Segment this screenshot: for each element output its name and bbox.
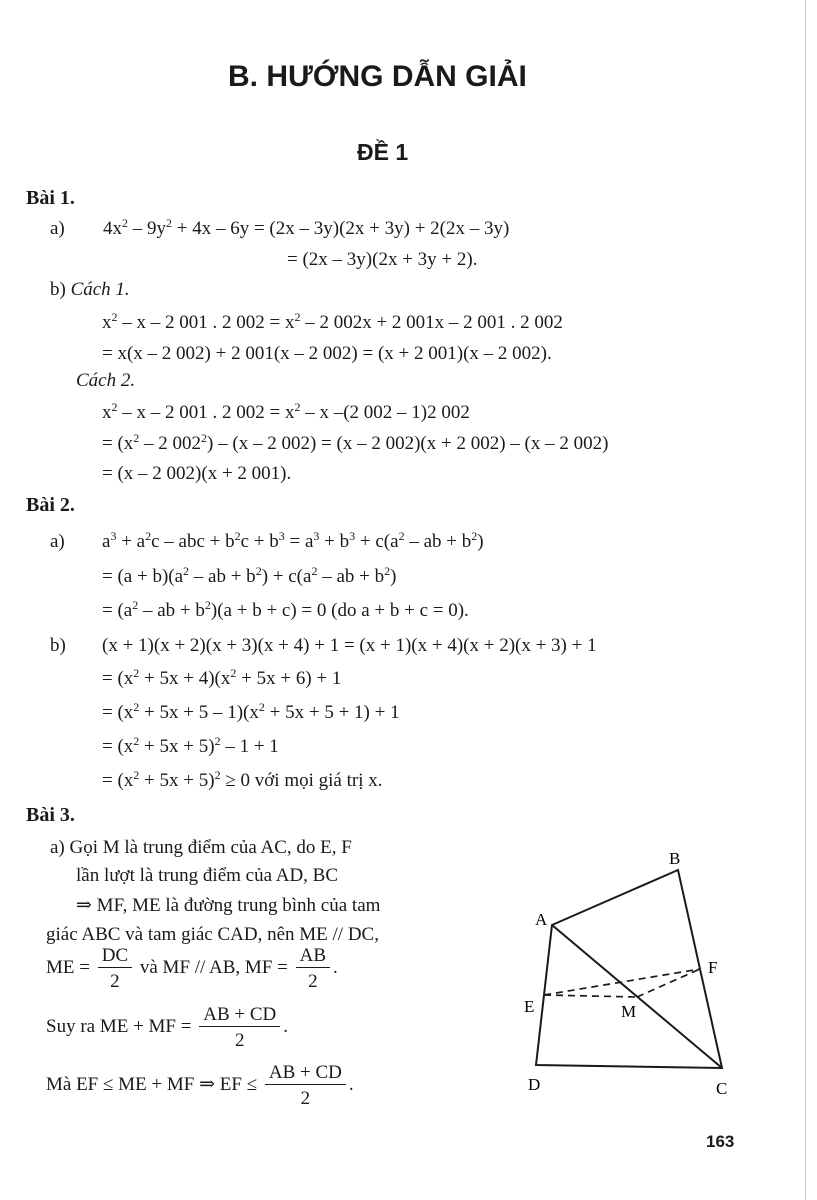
equation-line: = (x – 2 002)(x + 2 001). (102, 463, 292, 484)
equation-line: = x(x – 2 002) + 2 001(x – 2 002) = (x + 2 001)(x – 2 002). (102, 343, 552, 364)
equation-line: = ($x^2 - 2$ $002^2) - (x - 2$ 002) = (x – 2 002)(x + 2 002) – (x – 2 002) (102, 431, 609, 454)
fraction-line: Mà EF ≤ ME + MF ⇒ EF ≤ $\frac{AB + CD}{2}$ . (46, 1062, 354, 1109)
equation-line: $x^2$ – x – 2 001 . 2 $002 = x^2 - 2$ 002x + 2 001x – 2 001 . 2 002 (102, 310, 563, 333)
text-line: giác ABC và tam giác CAD, nên ME // DC, (46, 924, 379, 945)
fraction-line: ME = $\frac{DC}{2}$ và MF // AB, MF = $\frac{AB}{2}$ . (46, 945, 338, 992)
fraction-line: Suy ra ME + MF = $\frac{AB + CD}{2}$ . (46, 1004, 288, 1051)
method-2-label: Cách 2. (76, 370, 136, 391)
page-heading: B. HƯỚNG DẪN GIẢI (228, 60, 527, 93)
label-b: B (669, 849, 681, 868)
segment-em (544, 995, 637, 997)
page-edge (805, 0, 806, 1200)
part-a-label: a) (50, 531, 65, 552)
equation-line: $4x^2 - 9y^2 + 4x - 6y = (2x - 3y)(2x + 3y) + 2(2x - 3y)$ (103, 216, 510, 239)
quadrilateral-figure (515, 845, 765, 1105)
segment-ef (544, 969, 700, 995)
part-b-label: b) Cách 1. (50, 279, 130, 300)
exam-title: ĐỀ 1 (357, 139, 409, 165)
problem-2-title: Bài 2. (26, 494, 75, 516)
equation-line: = ($a^2$ – ab + $b^2)(a + b + c) = 0$ (do a + b + c = 0). (102, 598, 469, 621)
label-f: F (708, 958, 718, 977)
text-line: ⇒ MF, ME là đường trung bình của tam (76, 895, 381, 916)
text-line: a) Gọi M là trung điểm của AC, do E, F (50, 837, 352, 858)
label-d: D (528, 1075, 541, 1094)
equation-line: = (2x – 3y)(2x + 3y + 2). (287, 249, 478, 270)
equation-line: $a^3 + a^2c$ – abc + $b^2c + b^3 = a^3 + b^3 + c(a^2$ – ab + $b^2$) (102, 529, 484, 552)
part-b-label: b) (50, 635, 66, 656)
equation-line: = $(a + b)(a^2$ – ab + $b^2) + c(a^2$ – ab + $b^2$) (102, 564, 397, 587)
equation-line: = $(x^2 + 5x + 5)^2 \ge 0$ với mọi giá trị x. (102, 768, 383, 791)
quadrilateral-abcd (536, 870, 722, 1068)
problem-3-title: Bài 3. (26, 804, 75, 826)
equation-line: = $(x^2 + 5x + 4)(x^2 + 5x + 6) + 1$ (102, 666, 342, 689)
text-line: lần lượt là trung điểm của AD, BC (76, 865, 339, 886)
segment-mf (637, 969, 700, 997)
equation-line: = $(x^2 + 5x + 5)^2 - 1 + 1$ (102, 734, 279, 757)
equation-line: $x^2$ – x – 2 001 . 2 $002 = x^2 - x$ –(2 002 – 1)2 002 (102, 400, 470, 423)
problem-1-title: Bài 1. (26, 187, 75, 209)
label-c: C (716, 1079, 728, 1098)
page-number: 163 (706, 1132, 735, 1151)
equation-line: (x + 1)(x + 2)(x + 3)(x + 4) + 1 = (x + 1)(x + 4)(x + 2)(x + 3) + 1 (102, 635, 597, 656)
label-a: A (535, 910, 548, 929)
equation-line: = $(x^2 + 5x + 5 - 1)(x^2 + 5x + 5 + 1) + 1$ (102, 700, 400, 723)
label-e: E (524, 997, 535, 1016)
part-a-label: a) (50, 218, 65, 239)
label-m: M (621, 1002, 637, 1021)
